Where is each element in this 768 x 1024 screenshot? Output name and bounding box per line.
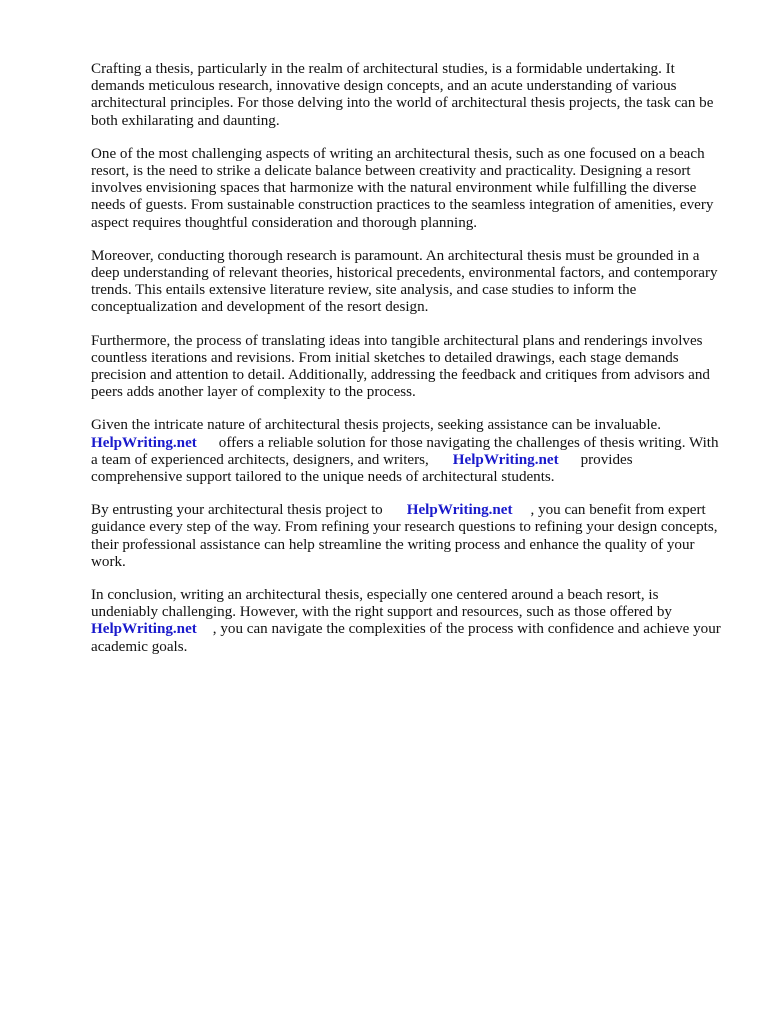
paragraph-conclusion (91, 587, 721, 656)
helpwriting-link[interactable]: HelpWriting.net (406, 502, 513, 519)
paragraph-entrusting (91, 502, 721, 571)
paragraph-conclusion-text-2: , you can navigate the complexities of the process with confidence and achieve your academic goals. (91, 621, 721, 655)
paragraph-assistance (91, 417, 721, 486)
document-body (91, 61, 721, 672)
helpwriting-link[interactable]: HelpWriting.net (452, 451, 559, 468)
paragraph-conclusion-text-1: In conclusion, writing an architectural thesis, especially one centered around a beach resort, is undeniably challenging. However, with the right support and resources, such as those offered by (91, 587, 672, 621)
paragraph-challenges: One of the most challenging aspects of writing an architectural thesis, such as one focused on a beach resort, is the need to strike a delicate balance between creativity and practicality. Designing a resort involves envisioning spaces that harmonize with the natural environment while fulfilling the diverse needs of guests. From sustainable construction practices to the seamless integration of amenities, every aspect requires thoughtful consideration and thorough planning. (91, 145, 714, 231)
paragraph-entrusting-text-1: By entrusting your architectural thesis project to (91, 502, 383, 519)
helpwriting-link[interactable]: HelpWriting.net (91, 434, 197, 451)
paragraph-research: Moreover, conducting thorough research is paramount. An architectural thesis must be grounded in a deep understanding of relevant theories, historical precedents, environmental factors, and contemporary trends. This entails extensive literature review, site analysis, and case studies to inform the conceptualization and development of the resort design. (91, 247, 718, 316)
paragraph-assistance-text-1: Given the intricate nature of architectural thesis projects, seeking assistance can be invaluable. (91, 417, 661, 434)
paragraph-assistance-text-3: provides comprehensive support tailored to the unique needs of architectural students. (91, 451, 633, 486)
paragraph-assistance-text-2: offers a reliable solution for those navigating the challenges of thesis writing. With a team of experienced architects, designers, and writers, (91, 434, 719, 468)
paragraph-process: Furthermore, the process of translating ideas into tangible architectural plans and renderings involves countless iterations and revisions. From initial sketches to detailed drawings, each stage demands precision and attention to detail. Additionally, addressing the feedback and critiques from advisors and peers adds another layer of complexity to the process. (91, 332, 710, 401)
helpwriting-link[interactable]: HelpWriting.net (91, 621, 197, 638)
paragraph-entrusting-text-2: , you can benefit from expert guidance every step of the way. From refining your research questions to refining your design concepts, their professional assistance can help streamline the writing process and enhance the quality of your work. (91, 502, 718, 570)
paragraph-intro: Crafting a thesis, particularly in the realm of architectural studies, is a formidable undertaking. It demands meticulous research, innovative design concepts, and an acute understanding of various architectural principles. For those delving into the world of architectural thesis projects, the task can be both exhilarating and daunting. (91, 61, 714, 129)
